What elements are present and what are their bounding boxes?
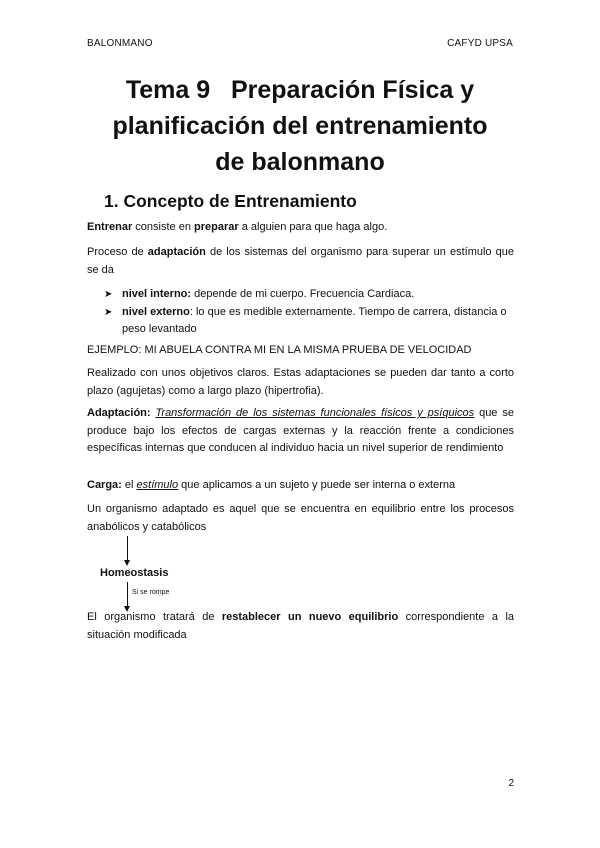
title-line-1: Tema 9 Preparación Física y — [125, 76, 475, 104]
bullet-text: depende de mi cuerpo. Frecuencia Cardiaca. — [191, 288, 415, 300]
paragraph-proceso — [87, 244, 514, 279]
text: Proceso de — [87, 246, 148, 258]
paragraph-adaptacion — [87, 405, 514, 458]
header-right: CAFYD UPSA — [447, 38, 513, 49]
paragraph-realizado: Realizado con unos objetivos claros. Estas adaptaciones se pueden dar tanto a corto plazo (agujetas) como a largo plazo (hipertrofia). — [87, 367, 514, 397]
arrow-bullet-icon: ➤ — [104, 289, 113, 300]
text: consiste en — [132, 221, 195, 233]
paragraph-carga — [87, 477, 514, 495]
underlined-text: Transformación de los sistemas funcionales físicos y psíquicos — [155, 407, 475, 419]
text: El organismo tratará de — [87, 611, 222, 623]
text: que aplicamos a un sujeto y puede ser interna o externa — [178, 479, 456, 491]
text: de los sistemas del organismo para superar un estímulo que se da — [87, 246, 514, 276]
text: que se produce bajo los efectos de cargas externas y la reacción frente a condiciones específicas internas que conducen al individuo hacia un nivel superior de rendimiento — [87, 407, 514, 454]
page-number: 2 — [508, 778, 514, 789]
paragraph-example: EJEMPLO: MI ABUELA CONTRA MI EN LA MISMA PRUEBA DE VELOCIDAD — [87, 344, 472, 356]
term-restablecer: restablecer un nuevo equilibrio — [221, 611, 399, 623]
text: el — [121, 479, 137, 491]
bullet-list — [104, 286, 514, 339]
title-line-3: de balonmano — [215, 148, 385, 176]
page-header — [87, 38, 513, 52]
text: a alguien para que haga algo. — [238, 221, 388, 233]
edge-label: Si se rompe — [132, 589, 170, 596]
paragraph-entrenar — [87, 219, 514, 237]
term-preparar: preparar — [194, 221, 239, 233]
bullet-term: nivel interno: — [122, 288, 192, 300]
arrow-down-icon — [124, 560, 130, 566]
paragraph-organismo: Un organismo adaptado es aquel que se encuentra en equilibrio entre los procesos anabólicos y catabólicos — [87, 503, 514, 533]
bullet-text: : lo que es medible externamente. Tiempo de carrera, distancia o peso levantado — [122, 305, 507, 335]
underlined-text: estímulo — [136, 479, 179, 491]
term-adaptacion-def: Adaptación: — [87, 407, 151, 419]
bullet-term: nivel externo — [122, 305, 190, 318]
paragraph-restablecer — [87, 609, 514, 644]
text: correspondiente a la situación modificada — [87, 611, 515, 641]
term-adaptacion: adaptación — [147, 246, 206, 258]
list-item — [104, 286, 514, 304]
arrow-line-top — [127, 536, 128, 562]
section-heading: 1. Concepto de Entrenamiento — [104, 191, 357, 211]
arrow-bullet-icon: ➤ — [104, 306, 113, 318]
title-line-2: planificación del entrenamiento — [112, 112, 488, 140]
list-item — [104, 304, 514, 339]
term-carga: Carga: — [87, 479, 122, 491]
document-title — [60, 72, 540, 180]
term-entrenar: Entrenar — [87, 221, 133, 233]
homeostasis-label: Homeostasis — [100, 567, 169, 579]
header-left: BALONMANO — [87, 38, 153, 49]
arrow-line-bottom — [127, 582, 128, 608]
